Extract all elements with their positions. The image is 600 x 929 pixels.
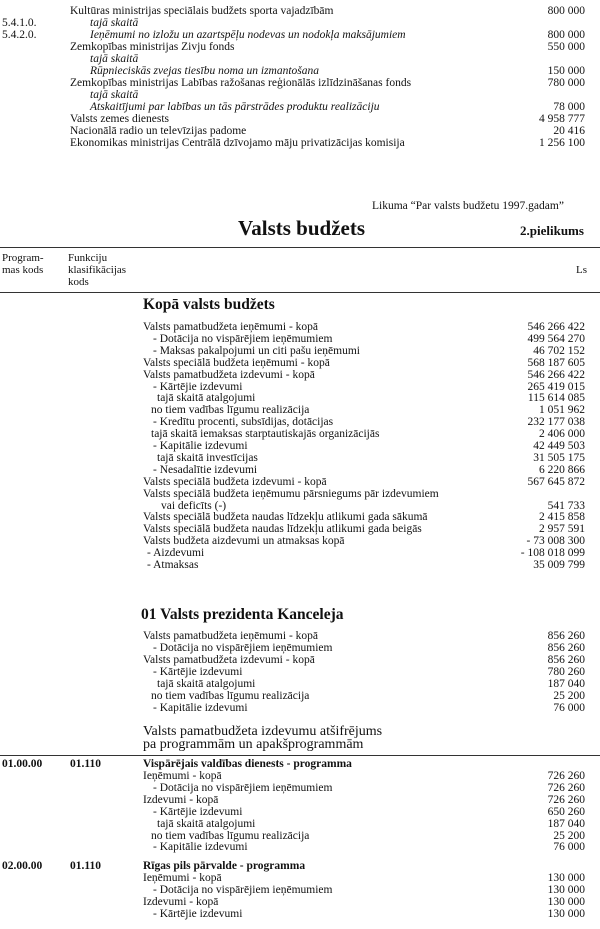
row-label: vai deficīts (-) [161, 499, 227, 512]
row-value: 1 256 100 [539, 137, 585, 149]
row-value: 78 000 [553, 101, 585, 113]
program-code: 02.00.00 [2, 860, 43, 872]
row-value: 726 260 [547, 781, 585, 794]
row-label: tajā skaitā atalgojumi [157, 817, 256, 830]
function-code: 01.110 [70, 758, 101, 770]
row-label: Rūpnieciskās zvejas tiesību noma un izmantošana [90, 65, 320, 77]
row-value: 25 200 [553, 690, 585, 702]
row-label: tajā skaitā [90, 89, 139, 101]
function-code: 01.110 [70, 860, 101, 872]
row-value: 550 000 [547, 41, 585, 53]
row-value: 25 200 [553, 829, 585, 842]
row-value: 187 040 [547, 817, 585, 830]
row-label: Valsts speciālā budžeta naudas līdzekļu atlikumi gada beigās [143, 523, 422, 536]
row-value: 130 000 [547, 895, 585, 908]
program-code-header: Program- mas kods [2, 252, 44, 276]
row-value: 35 009 799 [533, 559, 585, 571]
row-label: - Atmaksas [147, 559, 199, 571]
row-value: 546 266 422 [527, 321, 585, 333]
row-value: 856 260 [547, 642, 585, 654]
row-value: 499 564 270 [527, 332, 585, 345]
row-value: 780 260 [547, 666, 585, 678]
row-value: 856 260 [547, 630, 585, 642]
row-label: tajā skaitā iemaksas starptautiskajās organizācijās [151, 428, 380, 441]
row-label: Valsts pamatbudžeta ieņēmumi - kopā [143, 630, 319, 642]
row-label: - Kārtējie izdevumi [153, 380, 243, 393]
row-label: Valsts speciālā budžeta ieņēmumi - kopā [143, 356, 330, 369]
row-label: Valsts zemes dienests [70, 113, 170, 125]
row-value: 76 000 [553, 841, 585, 854]
row-value: 31 505 175 [533, 451, 585, 464]
row-code: 5.4.2.0. [2, 29, 37, 41]
row-label: - Dotācija no vispārējiem ieņēmumiem [153, 642, 333, 654]
row-label: Atskaitījumi par labības un tās pārstrādes produktu realizāciju [90, 101, 380, 113]
row-value: 650 260 [547, 805, 585, 818]
row-value: 726 260 [547, 793, 585, 806]
row-label: Ieņēmumi no izložu un azartspēļu nodevas un nodokļa maksājumiem [90, 29, 406, 41]
row-value: 4 958 777 [539, 113, 585, 125]
law-reference: Likuma “Par valsts budžetu 1997.gadam” [372, 200, 564, 212]
row-value: - 108 018 099 [520, 547, 585, 560]
row-value: 800 000 [547, 5, 585, 17]
row-label: Ekonomikas ministrijas Centrālā dzīvojamo māju privatizācijas komisija [70, 137, 405, 149]
row-label: Valsts pamatbudžeta izdevumi - kopā [143, 368, 315, 381]
row-label: - Aizdevumi [147, 547, 205, 560]
row-label: tajā skaitā atalgojumi [157, 392, 256, 405]
row-label: Zemkopības ministrijas Zivju fonds [70, 41, 235, 53]
row-label: no tiem vadības līgumu realizācija [151, 404, 310, 417]
row-value: 130 000 [547, 907, 585, 920]
breakdown-title: Valsts pamatbudžeta izdevumu atšifrējums pa programmām un apakšprogrammām [143, 724, 383, 752]
row-label: Valsts budžeta aizdevumi un atmaksas kopā [143, 535, 345, 548]
row-value: 6 220 866 [539, 463, 585, 476]
row-label: - Kārtējie izdevumi [153, 805, 243, 818]
header-top-rule [0, 247, 600, 248]
row-value: 42 449 503 [533, 440, 585, 452]
row-value: 2 415 858 [539, 511, 585, 524]
page-title: Valsts budžets [238, 216, 366, 240]
row-label: tajā skaitā investīcijas [157, 451, 258, 464]
row-label: tajā skaitā atalgojumi [157, 678, 256, 690]
row-label: Ieņēmumi - kopā [143, 872, 222, 884]
row-value: 115 614 085 [527, 392, 585, 405]
row-label: - Dotācija no vispārējiem ieņēmumiem [153, 332, 333, 345]
row-label: - Kārtējie izdevumi [153, 907, 243, 920]
program-title: Rīgas pils pārvalde - programma [143, 860, 306, 872]
row-value: 1 051 962 [539, 404, 585, 417]
row-value: 856 260 [547, 654, 585, 666]
row-value: - 73 008 300 [526, 535, 585, 548]
row-label: - Kapitālie izdevumi [153, 702, 248, 714]
row-label: Izdevumi - kopā [143, 895, 219, 908]
row-label: tajā skaitā [90, 53, 139, 65]
row-label: - Nesadalītie izdevumi [153, 463, 258, 476]
row-label: Valsts speciālā budžeta ieņēmumu pārsniegums pār izdevumiem [143, 487, 439, 500]
row-label: - Maksas pakalpojumi un citi pašu ieņēmumi [153, 344, 360, 357]
section-total-title: Kopā valsts budžets [143, 296, 275, 313]
row-label: Nacionālā radio un televīzijas padome [70, 125, 247, 137]
row-label: Valsts speciālā budžeta naudas līdzekļu atlikumi gada sākumā [143, 511, 428, 524]
row-label: - Dotācija no vispārējiem ieņēmumiem [153, 781, 333, 794]
currency-header: Ls [576, 264, 587, 276]
row-label: - Kapitālie izdevumi [153, 440, 248, 452]
row-value: 546 266 422 [527, 368, 585, 381]
row-label: Zemkopības ministrijas Labības ražošanas reģionālās izlīdzināšanas fonds [70, 77, 412, 89]
row-label: no tiem vadības līgumu realizācija [151, 690, 310, 702]
row-value: 541 733 [547, 499, 585, 512]
row-label: Ieņēmumi - kopā [143, 770, 222, 782]
header-bottom-rule [0, 292, 600, 293]
section-president-title: 01 Valsts prezidenta Kanceleja [141, 606, 344, 623]
row-label: - Kapitālie izdevumi [153, 841, 248, 854]
row-code: 5.4.1.0. [2, 17, 37, 29]
row-value: 187 040 [547, 678, 585, 690]
row-value: 20 416 [553, 125, 585, 137]
row-value: 130 000 [547, 872, 585, 884]
row-value: 780 000 [547, 77, 585, 89]
annex-label: 2.pielikums [520, 223, 584, 238]
row-label: Kultūras ministrijas speciālais budžets sporta vajadzībām [70, 5, 334, 17]
row-value: 800 000 [547, 29, 585, 41]
row-label: tajā skaitā [90, 17, 139, 29]
row-label: Valsts speciālā budžeta izdevumi - kopā [143, 475, 327, 488]
row-label: Valsts pamatbudžeta izdevumi - kopā [143, 654, 315, 666]
row-value: 726 260 [547, 770, 585, 782]
row-value: 76 000 [553, 702, 585, 714]
program-title: Vispārējais valdības dienests - programma [143, 758, 352, 770]
row-label: - Kredītu procenti, subsīdijas, dotācijas [153, 416, 334, 429]
row-value: 568 187 605 [527, 356, 585, 369]
row-value: 150 000 [547, 65, 585, 77]
row-value: 46 702 152 [533, 344, 585, 357]
row-label: no tiem vadības līgumu realizācija [151, 829, 310, 842]
row-label: Valsts pamatbudžeta ieņēmumi - kopā [143, 321, 319, 333]
program-code: 01.00.00 [2, 758, 43, 770]
function-code-header: Funkciju klasifikācijas kods [68, 252, 127, 288]
row-label: Izdevumi - kopā [143, 793, 219, 806]
row-value: 2 406 000 [539, 428, 585, 441]
row-value: 265 419 015 [527, 380, 585, 393]
row-value: 567 645 872 [527, 475, 585, 488]
row-value: 2 957 591 [539, 523, 585, 536]
row-label: - Kārtējie izdevumi [153, 666, 243, 678]
row-value: 130 000 [547, 883, 585, 896]
row-value: 232 177 038 [527, 416, 585, 429]
breakdown-rule [0, 755, 600, 756]
row-label: - Dotācija no vispārējiem ieņēmumiem [153, 883, 333, 896]
